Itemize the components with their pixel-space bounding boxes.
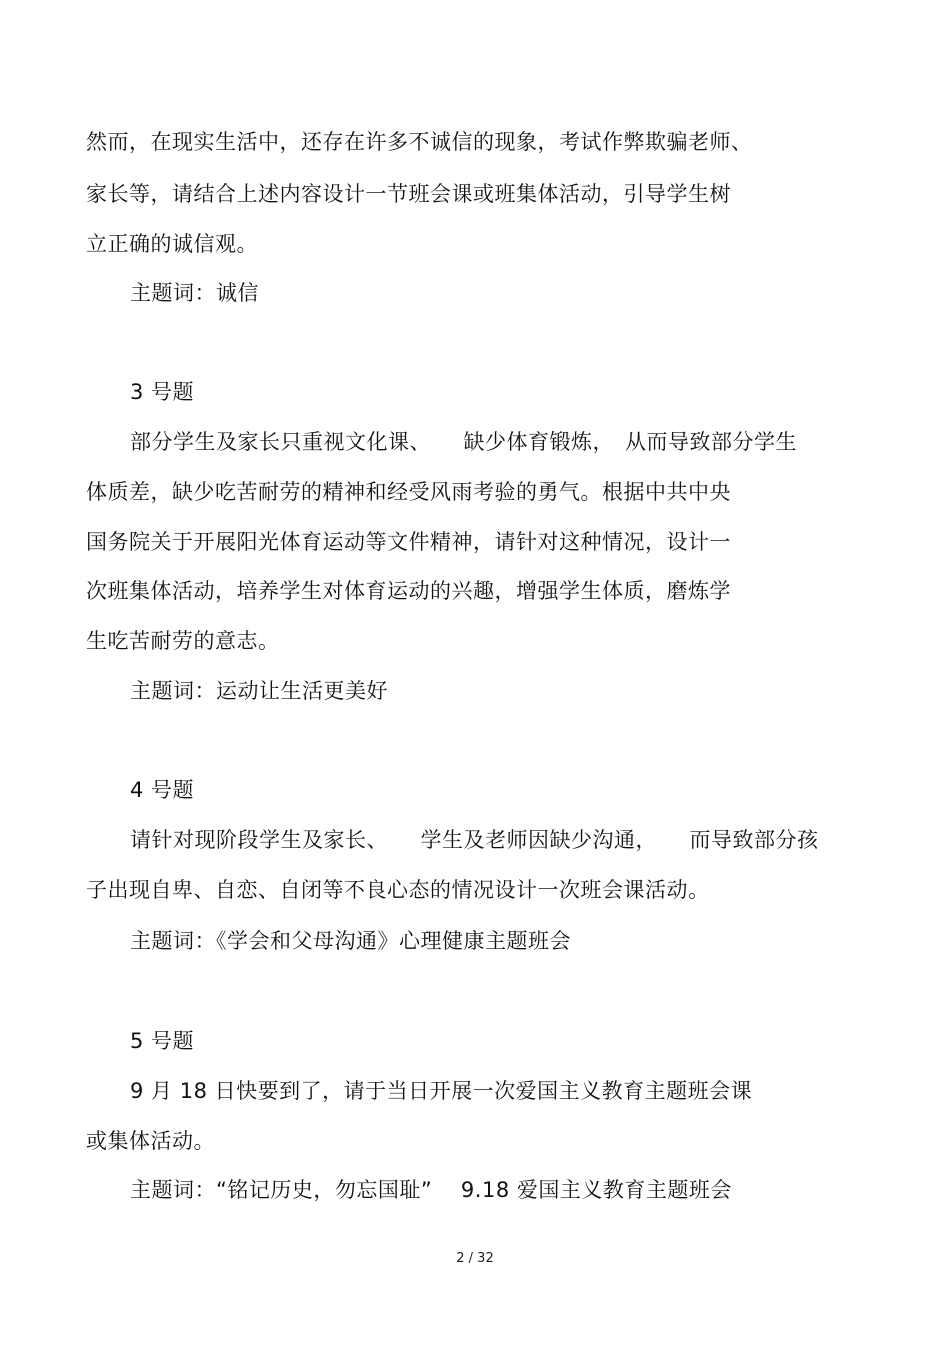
q4-heading: 4 号题 [130, 778, 195, 802]
intro-line-1: 然而，在现实生活中，还存在许多不诚信的现象，考试作弊欺骗老师、 [86, 130, 753, 154]
q5-theme: 主题词：“铭记历史，勿忘国耻” 9.18 爱国主义教育主题班会 [130, 1178, 732, 1202]
q4-line-1: 请针对现阶段学生及家长、 学生及老师因缺少沟通， 而导致部分孩 [130, 828, 819, 852]
q3-theme: 主题词：运动让生活更美好 [130, 679, 388, 703]
q3-line-3: 国务院关于开展阳光体育运动等文件精神，请针对这种情况，设计一 [86, 530, 731, 554]
page-indicator: 2 / 32 [456, 1251, 494, 1266]
intro-theme: 主题词：诚信 [130, 281, 259, 305]
q5-line-1: 9 月 18 日快要到了，请于当日开展一次爱国主义教育主题班会课 [130, 1079, 753, 1103]
q5-heading: 5 号题 [130, 1029, 195, 1053]
q4-line-2: 子出现自卑、自恋、自闭等不良心态的情况设计一次班会课活动。 [86, 878, 710, 902]
q5-line-2: 或集体活动。 [86, 1129, 215, 1153]
q3-line-2: 体质差，缺少吃苦耐劳的精神和经受风雨考验的勇气。根据中共中央 [86, 480, 731, 504]
q4-theme: 主题词：《学会和父母沟通》心理健康主题班会 [130, 929, 571, 953]
q3-line-4: 次班集体活动，培养学生对体育运动的兴趣，增强学生体质，磨炼学 [86, 579, 731, 603]
q3-line-5: 生吃苦耐劳的意志。 [86, 629, 280, 653]
q3-line-1: 部分学生及家长只重视文化课、 缺少体育锻炼， 从而导致部分学生 [130, 430, 797, 454]
intro-line-2: 家长等，请结合上述内容设计一节班会课或班集体活动，引导学生树 [86, 182, 731, 206]
q3-heading: 3 号题 [130, 380, 195, 404]
intro-line-3: 立正确的诚信观。 [86, 232, 258, 256]
